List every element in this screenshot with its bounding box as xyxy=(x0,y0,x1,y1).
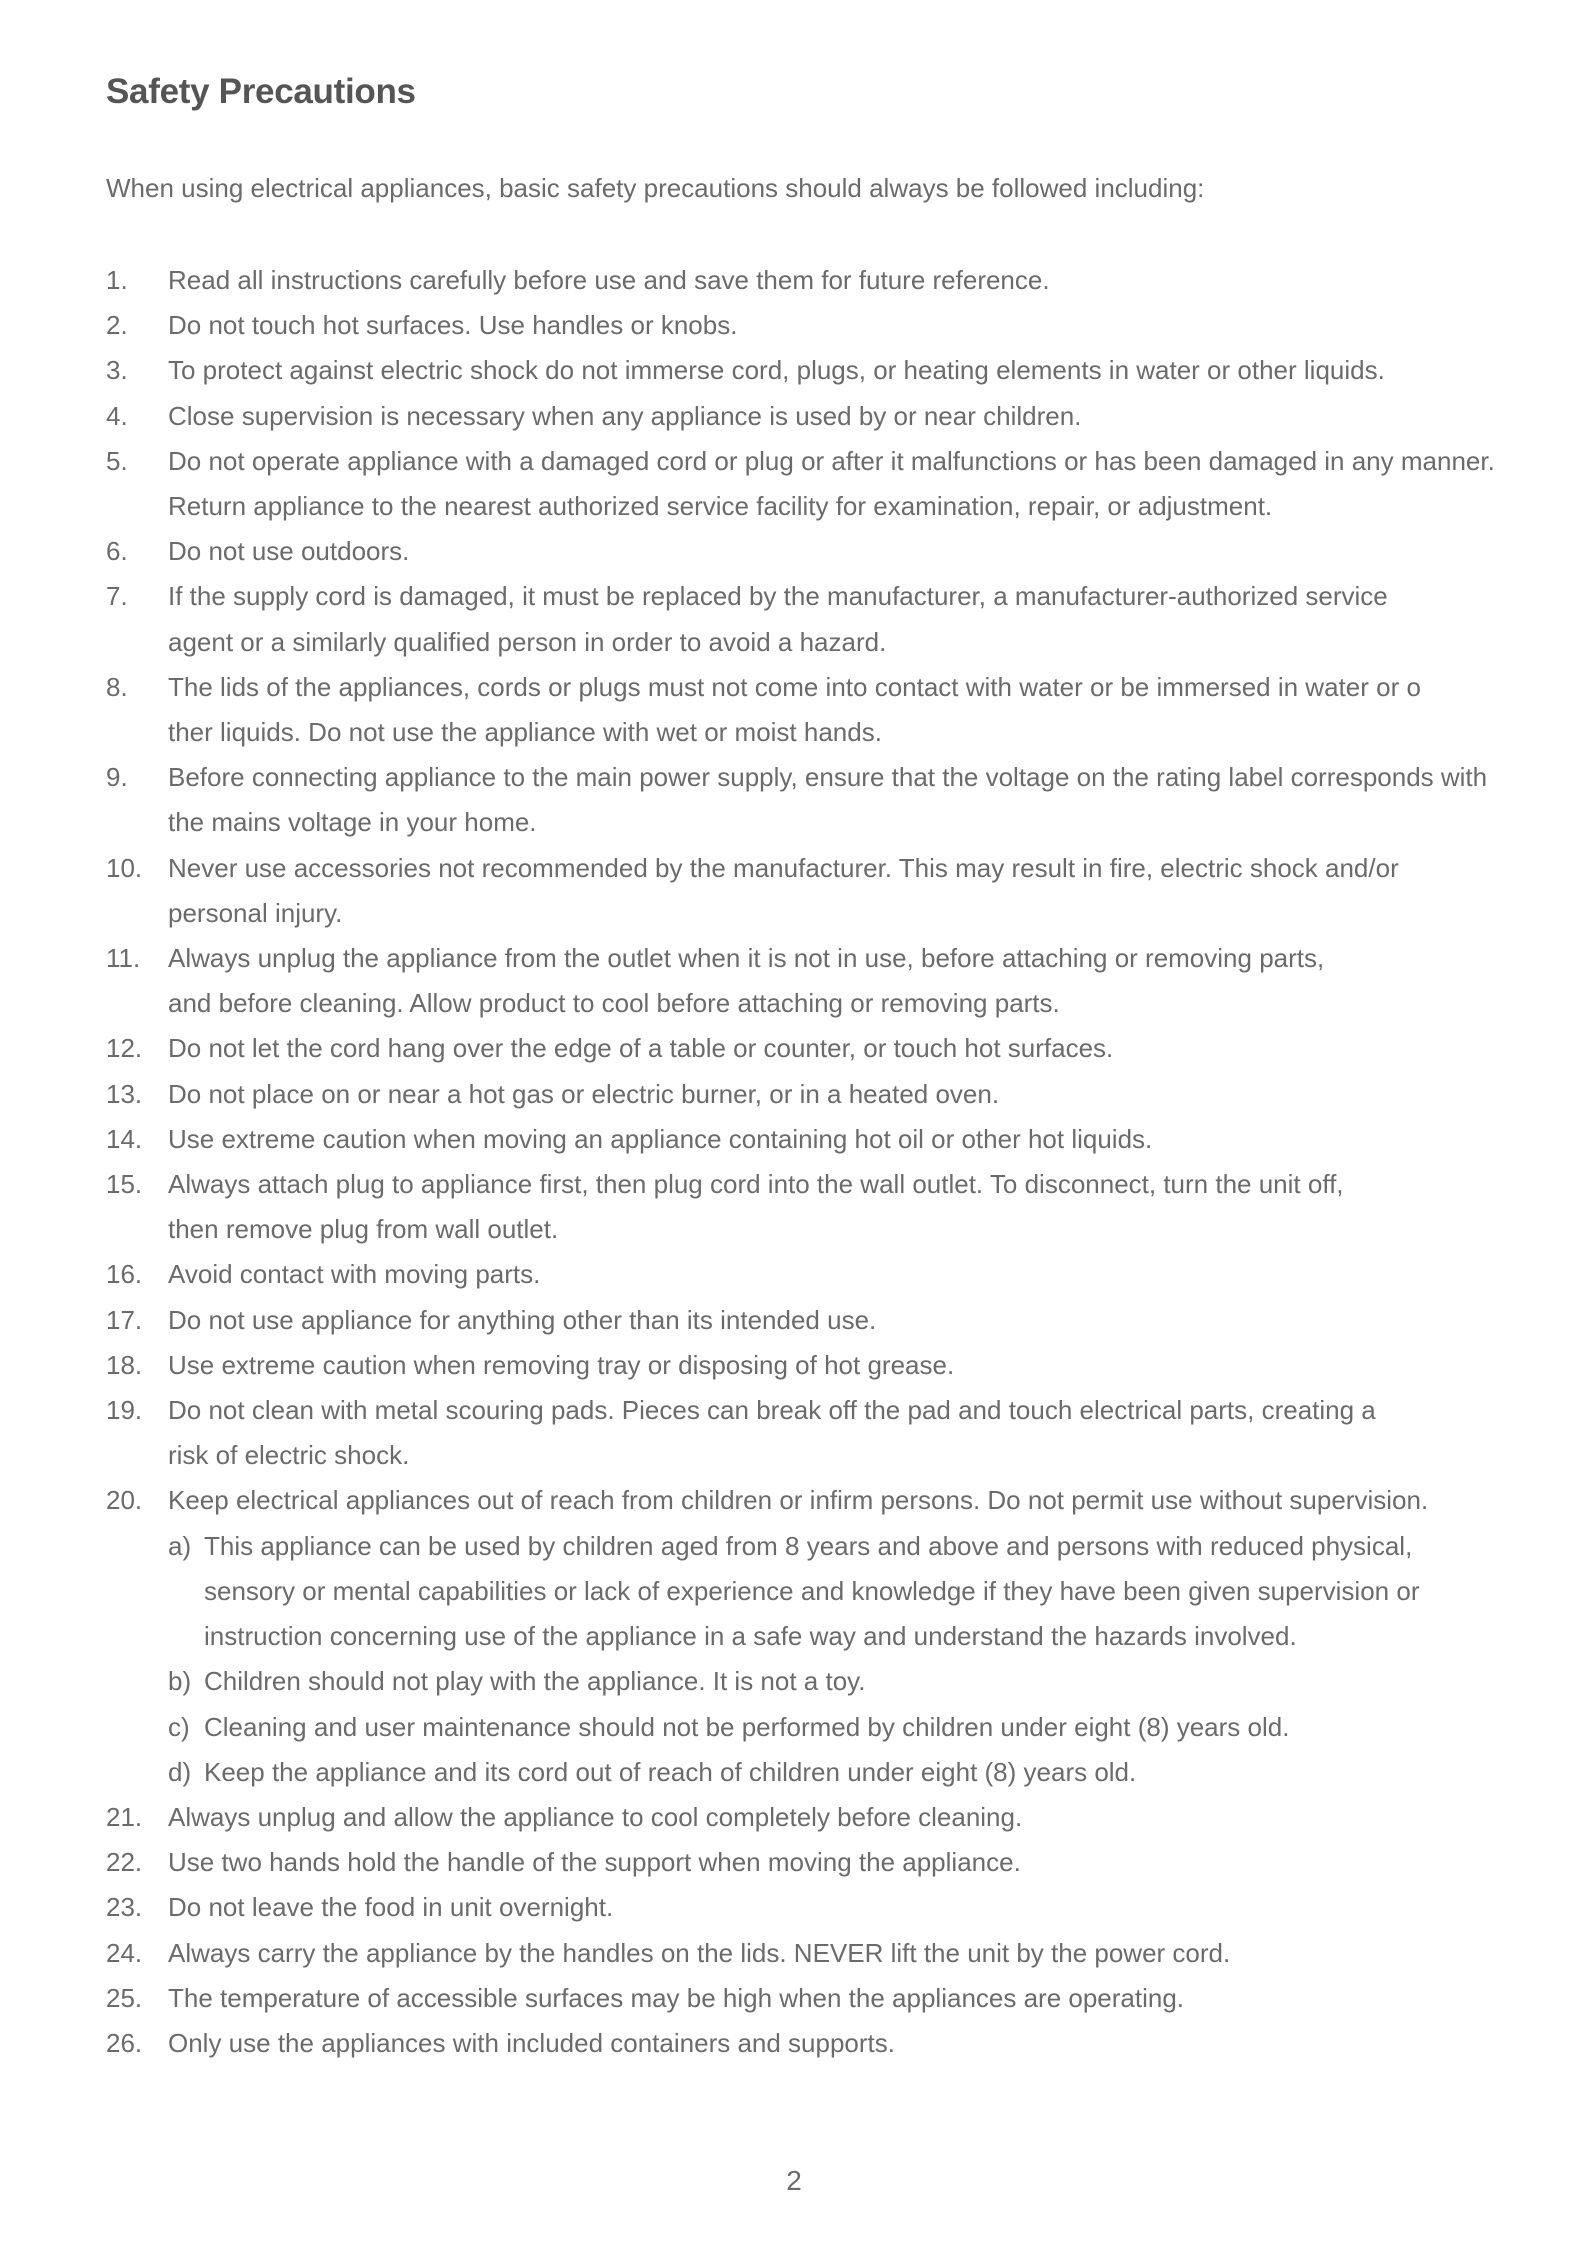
list-item-text: Always attach plug to appliance first, then plug cord into the wall outlet. To disconnect, turn the unit off, xyxy=(168,1169,1344,1200)
list-item-number: 6. xyxy=(106,536,128,567)
list-item-text: agent or a similarly qualified person in order to avoid a hazard. xyxy=(168,626,887,657)
list-item-text: Close supervision is necessary when any appliance is used by or near children. xyxy=(168,400,1082,431)
list-item-number: 17. xyxy=(106,1304,143,1335)
list-item xyxy=(106,1840,1546,1885)
list-item-text: Do not use outdoors. xyxy=(168,536,410,567)
list-item-number: 24. xyxy=(106,1937,143,1968)
list-item-text: and before cleaning. Allow product to cool before attaching or removing parts. xyxy=(168,988,1060,1019)
list-item-number: 18. xyxy=(106,1349,143,1380)
list-item xyxy=(106,665,1546,755)
list-item xyxy=(106,303,1546,348)
list-item-number: 11. xyxy=(106,943,141,974)
sub-list-item-text: instruction concerning use of the appliance in a safe way and understand the hazards involved. xyxy=(204,1621,1297,1652)
sub-list-item-text: Children should not play with the appliance. It is not a toy. xyxy=(204,1666,866,1697)
sub-list-item xyxy=(168,1659,1546,1704)
list-item-number: 1. xyxy=(106,265,128,295)
list-item-text: Do not use appliance for anything other than its intended use. xyxy=(168,1304,877,1335)
list-item-text: Use two hands hold the handle of the support when moving the appliance. xyxy=(168,1847,1021,1878)
list-item-number: 3. xyxy=(106,355,128,386)
list-item xyxy=(106,1976,1546,2021)
list-item-text: The lids of the appliances, cords or plugs must not come into contact with water or be immersed in water or o xyxy=(168,671,1421,702)
sub-list xyxy=(168,1524,1546,1795)
list-item-text: Return appliance to the nearest authorized service facility for examination, repair, or adjustment. xyxy=(168,491,1273,522)
list-item-text: Only use the appliances with included containers and supports. xyxy=(168,2027,895,2058)
list-item-number: 4. xyxy=(106,400,128,431)
sub-list-item xyxy=(168,1750,1546,1795)
list-item-number: 12. xyxy=(106,1033,143,1064)
list-item xyxy=(106,1072,1546,1117)
list-item xyxy=(106,1252,1546,1297)
list-item-text: Read all instructions carefully before use and save them for future reference. xyxy=(168,265,1050,295)
list-item-number: 25. xyxy=(106,1982,143,2013)
list-item-text: Use extreme caution when removing tray or disposing of hot grease. xyxy=(168,1349,955,1380)
list-item-text: risk of electric shock. xyxy=(168,1440,410,1471)
list-item-number: 5. xyxy=(106,445,128,476)
list-item-text: personal injury. xyxy=(168,897,343,928)
list-item-text: Always unplug and allow the appliance to cool completely before cleaning. xyxy=(168,1801,1023,1832)
list-item-text: ther liquids. Do not use the appliance with wet or moist hands. xyxy=(168,717,882,748)
list-item-text: Always carry the appliance by the handles on the lids. NEVER lift the unit by the power cord. xyxy=(168,1937,1231,1968)
list-item xyxy=(106,1117,1546,1162)
sub-list-item-text: Cleaning and user maintenance should not be performed by children under eight (8) years old. xyxy=(204,1711,1290,1742)
sub-list-item-letter: c) xyxy=(168,1711,190,1742)
sub-list-item-text: Keep the appliance and its cord out of reach of children under eight (8) years old. xyxy=(204,1756,1137,1787)
list-item-text: Use extreme caution when moving an appliance containing hot oil or other hot liquids. xyxy=(168,1123,1153,1154)
list-item xyxy=(106,1931,1546,1976)
list-item-text: Do not operate appliance with a damaged cord or plug or after it malfunctions or has been damaged in any manner. xyxy=(168,445,1495,476)
list-item xyxy=(106,574,1546,664)
list-item xyxy=(106,1162,1546,1252)
precautions-list xyxy=(106,258,1546,2066)
list-item-text: Avoid contact with moving parts. xyxy=(168,1259,541,1290)
sub-list-item-letter: b) xyxy=(168,1666,192,1697)
list-item-number: 7. xyxy=(106,581,128,612)
list-item-text: Always unplug the appliance from the outlet when it is not in use, before attaching or removing parts, xyxy=(168,943,1325,974)
list-item xyxy=(106,1388,1546,1478)
list-item xyxy=(106,348,1546,393)
list-item-number: 8. xyxy=(106,671,128,702)
list-item-number: 20. xyxy=(106,1485,143,1516)
list-item-number: 15. xyxy=(106,1169,143,1200)
sub-list-item xyxy=(168,1705,1546,1750)
list-item xyxy=(106,755,1546,845)
list-item-number: 26. xyxy=(106,2027,143,2058)
list-item-number: 2. xyxy=(106,310,128,341)
list-item xyxy=(106,258,1546,303)
list-item xyxy=(106,2021,1546,2066)
list-item-text: If the supply cord is damaged, it must be replaced by the manufacturer, a manufacturer-authorized service xyxy=(168,581,1388,612)
list-item-number: 22. xyxy=(106,1847,143,1878)
list-item xyxy=(106,1026,1546,1071)
list-item-number: 13. xyxy=(106,1078,143,1109)
sub-list-item-letter: d) xyxy=(168,1756,192,1787)
list-item xyxy=(106,936,1546,1026)
list-item-text: Do not clean with metal scouring pads. Pieces can break off the pad and touch electrical parts, creating a xyxy=(168,1395,1376,1426)
list-item xyxy=(106,1298,1546,1343)
list-item-number: 9. xyxy=(106,762,128,793)
list-item-text: the mains voltage in your home. xyxy=(168,807,537,838)
list-item xyxy=(106,846,1546,936)
list-item xyxy=(106,439,1546,529)
list-item-number: 21. xyxy=(106,1801,143,1832)
list-item xyxy=(106,529,1546,574)
page-title: Safety Precautions xyxy=(106,72,416,111)
list-item-text: Do not touch hot surfaces. Use handles or knobs. xyxy=(168,310,738,341)
sub-list-item xyxy=(168,1524,1546,1660)
sub-list-item-text: This appliance can be used by children aged from 8 years and above and persons with reduced physical, xyxy=(204,1530,1413,1561)
list-item-text: Before connecting appliance to the main power supply, ensure that the voltage on the rating label corresponds with xyxy=(168,762,1488,793)
list-item-text: Do not leave the food in unit overnight. xyxy=(168,1892,614,1923)
list-item-number: 14. xyxy=(106,1123,143,1154)
list-item-text: The temperature of accessible surfaces may be high when the appliances are operating. xyxy=(168,1982,1185,2013)
list-item-text: Keep electrical appliances out of reach from children or infirm persons. Do not permit use without supervision. xyxy=(168,1485,1429,1516)
list-item xyxy=(106,1343,1546,1388)
list-item xyxy=(106,1478,1546,1794)
list-item-text: Do not let the cord hang over the edge of a table or counter, or touch hot surfaces. xyxy=(168,1033,1114,1064)
list-item xyxy=(106,1885,1546,1930)
sub-list-item-letter: a) xyxy=(168,1530,192,1561)
list-item-text: To protect against electric shock do not immerse cord, plugs, or heating elements in water or other liquids. xyxy=(168,355,1385,386)
list-item-number: 16. xyxy=(106,1259,143,1290)
list-item-text: Never use accessories not recommended by the manufacturer. This may result in fire, electric shock and/or xyxy=(168,852,1399,883)
list-item-number: 10. xyxy=(106,852,143,883)
list-item-number: 23. xyxy=(106,1892,143,1923)
sub-list-item-text: sensory or mental capabilities or lack of experience and knowledge if they have been given supervision or xyxy=(204,1575,1420,1606)
intro-paragraph: When using electrical appliances, basic safety precautions should always be followed including: xyxy=(106,173,1205,203)
list-item-text: then remove plug from wall outlet. xyxy=(168,1214,559,1245)
list-item xyxy=(106,394,1546,439)
list-item-text: Do not place on or near a hot gas or electric burner, or in a heated oven. xyxy=(168,1078,1000,1109)
list-item-number: 19. xyxy=(106,1395,143,1426)
page-number: 2 xyxy=(786,2165,802,2196)
list-item xyxy=(106,1795,1546,1840)
